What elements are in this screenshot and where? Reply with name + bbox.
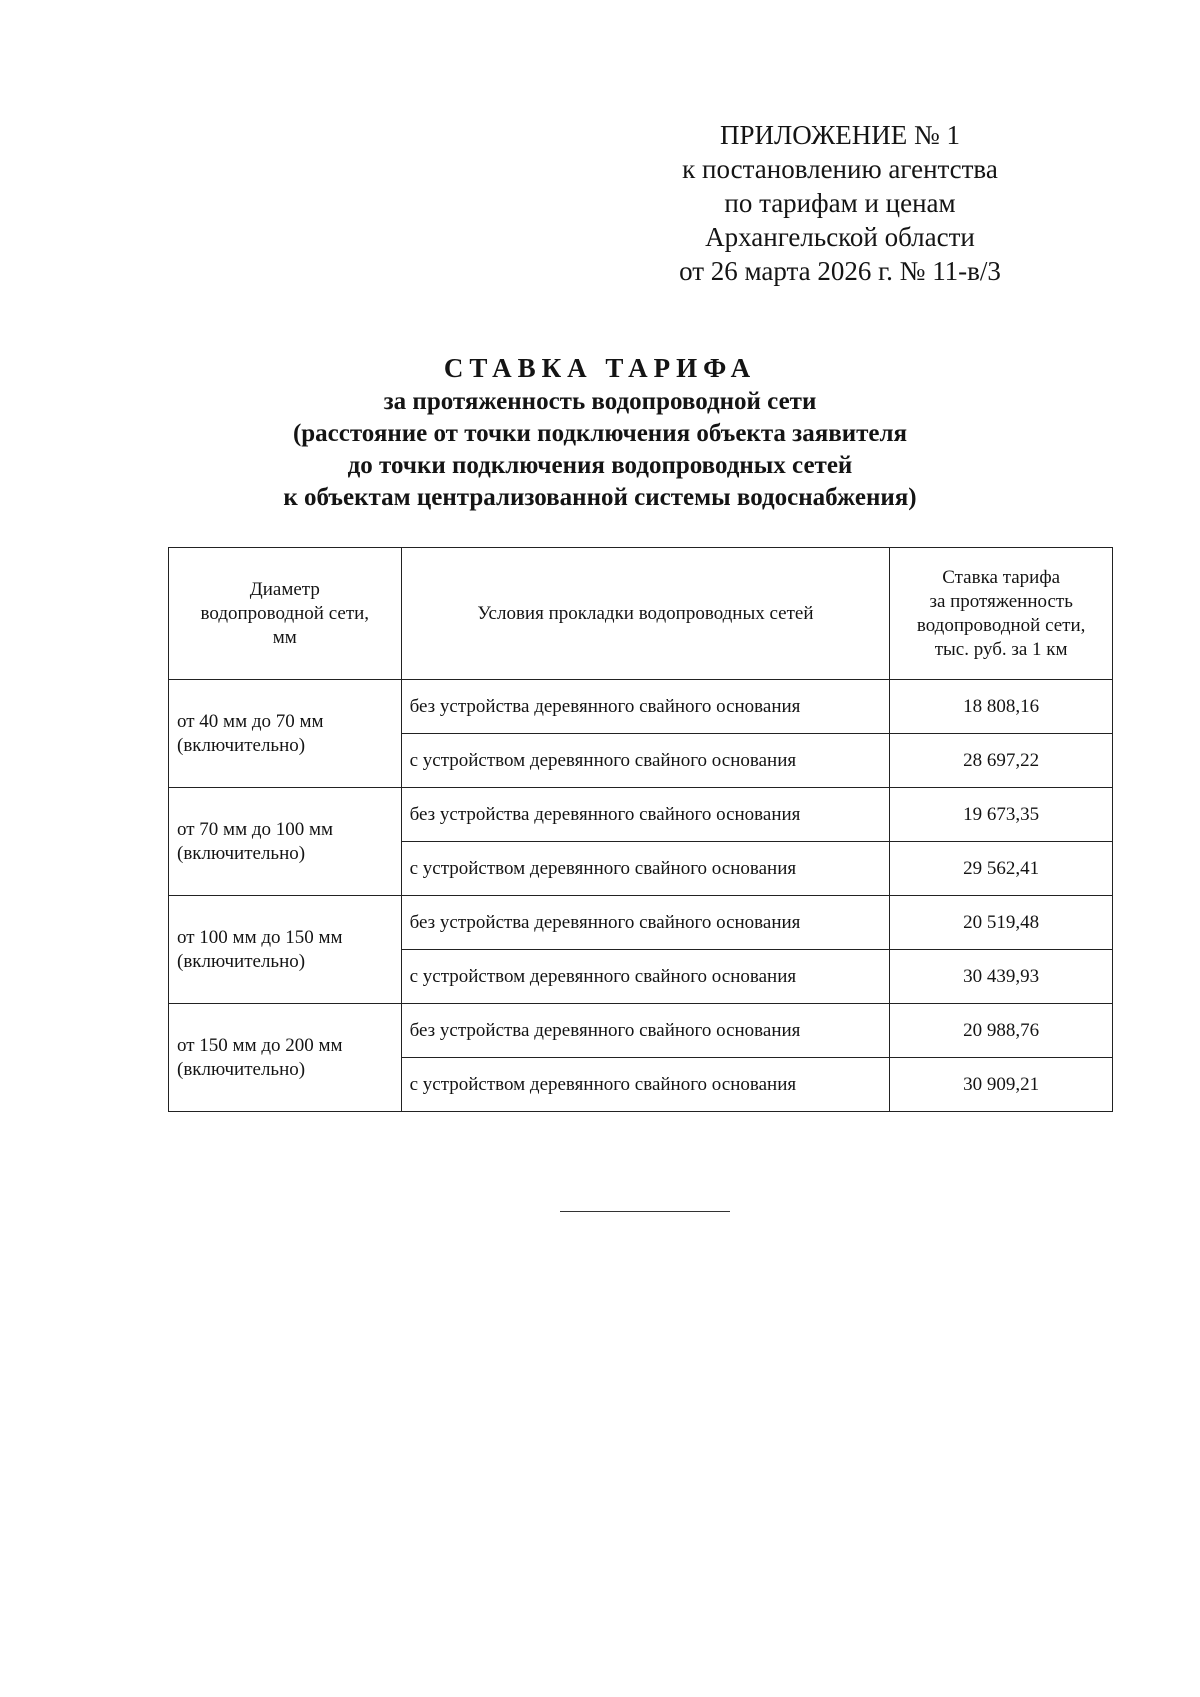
table-header-row bbox=[169, 548, 1113, 680]
table-row bbox=[169, 680, 1113, 734]
diameter-note: (включительно) bbox=[177, 1058, 306, 1080]
diameter-range: от 150 мм до 200 мм bbox=[177, 1034, 343, 1056]
appendix-reference: к постановлению агентства bbox=[682, 154, 998, 184]
appendix-date: от 26 марта 2026 г. № 11-в/3 bbox=[679, 256, 1001, 286]
appendix-number: ПРИЛОЖЕНИЕ № 1 bbox=[719, 120, 961, 150]
appendix-region: Архангельской области bbox=[705, 222, 975, 252]
diameter-cell bbox=[169, 788, 402, 896]
appendix-agency: по тарифам и ценам bbox=[724, 188, 956, 218]
table-row bbox=[169, 1004, 1113, 1058]
condition-cell: с устройством деревянного свайного основания bbox=[401, 734, 890, 788]
diameter-cell bbox=[169, 1004, 402, 1112]
header-diameter-line: мм bbox=[272, 626, 297, 648]
header-diameter-line: Диаметр bbox=[249, 578, 320, 600]
diameter-note: (включительно) bbox=[177, 842, 306, 864]
title-main: СТАВКА ТАРИФА bbox=[443, 353, 757, 383]
diameter-note: (включительно) bbox=[177, 734, 306, 756]
rate-cell: 20 988,76 bbox=[890, 1004, 1113, 1058]
condition-cell: без устройства деревянного свайного основания bbox=[401, 680, 890, 734]
diameter-range: от 100 мм до 150 мм bbox=[177, 926, 343, 948]
rate-cell: 30 439,93 bbox=[890, 950, 1113, 1004]
rate-cell: 19 673,35 bbox=[890, 788, 1113, 842]
header-conditions: Условия прокладки водопроводных сетей bbox=[401, 548, 890, 680]
rate-cell: 18 808,16 bbox=[890, 680, 1113, 734]
document-title bbox=[150, 352, 1050, 514]
title-subtitle-4: к объектам централизованной системы водоснабжения) bbox=[283, 484, 917, 511]
diameter-note: (включительно) bbox=[177, 950, 306, 972]
condition-cell: с устройством деревянного свайного основания bbox=[401, 842, 890, 896]
condition-cell: без устройства деревянного свайного основания bbox=[401, 1004, 890, 1058]
diameter-cell bbox=[169, 896, 402, 1004]
rate-cell: 20 519,48 bbox=[890, 896, 1113, 950]
tariff-table bbox=[168, 547, 1113, 1112]
header-rate-line: тыс. руб. за 1 км bbox=[934, 638, 1068, 660]
header-rate-line: Ставка тарифа bbox=[942, 566, 1061, 588]
diameter-range: от 40 мм до 70 мм bbox=[177, 710, 324, 732]
header-rate-line: водопроводной сети, bbox=[916, 614, 1086, 636]
table-row bbox=[169, 788, 1113, 842]
header-diameter bbox=[169, 548, 402, 680]
rate-cell: 30 909,21 bbox=[890, 1058, 1113, 1112]
condition-cell: с устройством деревянного свайного основания bbox=[401, 1058, 890, 1112]
condition-cell: с устройством деревянного свайного основания bbox=[401, 950, 890, 1004]
title-subtitle-3: до точки подключения водопроводных сетей bbox=[347, 452, 853, 479]
table-row bbox=[169, 896, 1113, 950]
condition-cell: без устройства деревянного свайного основания bbox=[401, 788, 890, 842]
diameter-cell bbox=[169, 680, 402, 788]
condition-cell: без устройства деревянного свайного основания bbox=[401, 896, 890, 950]
rate-cell: 29 562,41 bbox=[890, 842, 1113, 896]
diameter-range: от 70 мм до 100 мм bbox=[177, 818, 334, 840]
header-rate bbox=[890, 548, 1113, 680]
header-diameter-line: водопроводной сети, bbox=[200, 602, 370, 624]
closing-rule bbox=[560, 1211, 730, 1212]
rate-cell: 28 697,22 bbox=[890, 734, 1113, 788]
title-subtitle-2: (расстояние от точки подключения объекта заявителя bbox=[292, 420, 908, 447]
title-subtitle-1: за протяженность водопроводной сети bbox=[383, 388, 817, 415]
header-rate-line: за протяженность bbox=[929, 590, 1073, 612]
appendix-header bbox=[640, 118, 1040, 288]
